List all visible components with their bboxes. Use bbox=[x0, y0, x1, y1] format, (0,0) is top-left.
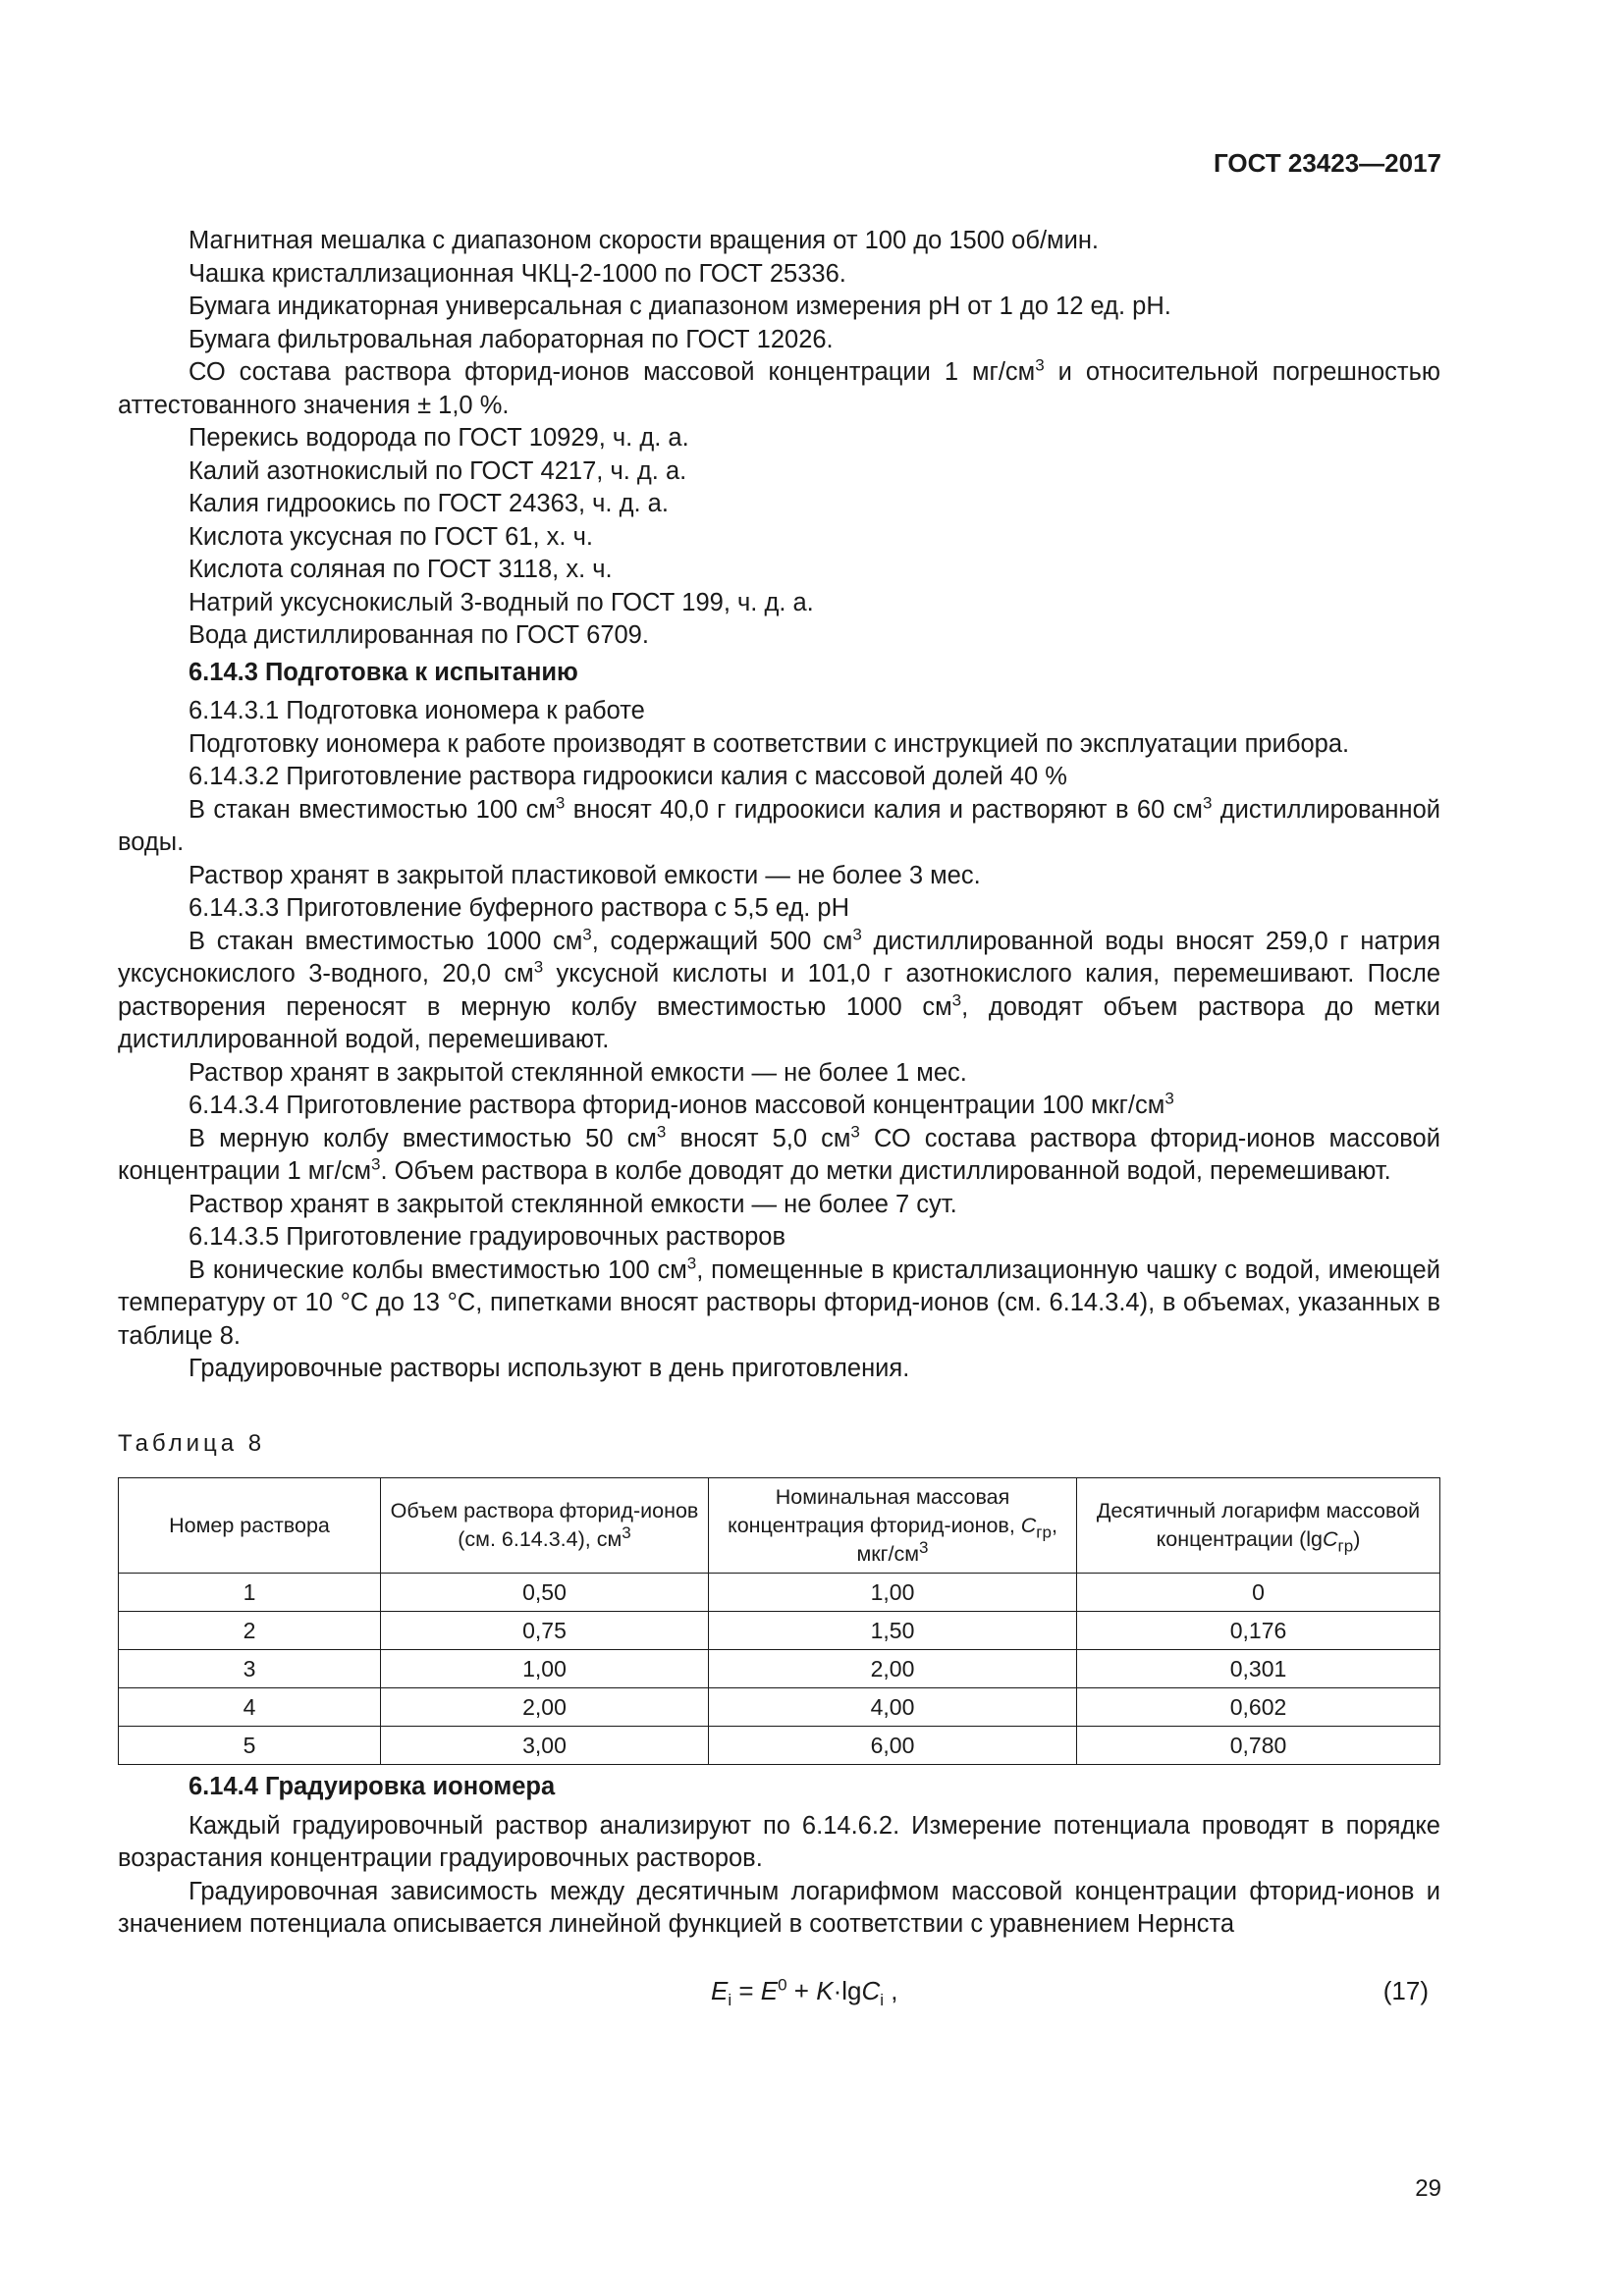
table-row bbox=[119, 1688, 1440, 1727]
page-number: 29 bbox=[1415, 2175, 1441, 2202]
table-cell: 0 bbox=[1077, 1574, 1440, 1612]
table-cell: 2,00 bbox=[709, 1650, 1077, 1688]
list-item: Кислота уксусная по ГОСТ 61, х. ч. bbox=[189, 522, 593, 551]
list-item: Бумага индикаторная универсальная с диапазоном измерения рН от 1 до 12 ед. рН. bbox=[189, 293, 1171, 320]
list-item: Перекись водорода по ГОСТ 10929, ч. д. а. bbox=[189, 424, 689, 452]
list-item: Чашка кристаллизационная ЧКЦ-2-1000 по ГОСТ 25336. bbox=[189, 259, 846, 288]
equation-expression: $E_i = E^0 + K\cdot\lg C_i$ , bbox=[711, 1974, 898, 2009]
table-cell: 4,00 bbox=[709, 1688, 1077, 1727]
document-body bbox=[118, 225, 1440, 2026]
table-cell: 0,176 bbox=[1077, 1612, 1440, 1650]
paragraph: Раствор хранят в закрытой стеклянной емкости — не более 7 сут. bbox=[189, 1190, 957, 1218]
list-item: Магнитная мешалка с диапазоном скорости вращения от 100 до 1500 об/мин. bbox=[189, 227, 1099, 254]
paragraph: Раствор хранят в закрытой пластиковой емкости — не более 3 мес. bbox=[189, 861, 981, 889]
table-cell: 1,00 bbox=[709, 1574, 1077, 1612]
table-cell: 0,602 bbox=[1077, 1688, 1440, 1727]
clause-6-14-3-5: 6.14.3.5 Приготовление градуировочных растворов bbox=[189, 1223, 786, 1251]
col-header-solution-number: Номер раствора bbox=[119, 1478, 381, 1574]
table-cell: 0,301 bbox=[1077, 1650, 1440, 1688]
paragraph: В стакан вместимостью 1000 $см^3$, содержащий 500 $см^3$ дистиллированной воды вносят 259,0 г натрия уксуснокислого 3-водного, 20,0 $см^3$ уксусной кислоты и 101,0 г азотнокислого калия, перемешивают. После растворения переносят в мерную колбу вместимостью 1000 $см^3$, доводят объем раствора до метки дистиллированной водой, перемешивают. bbox=[118, 925, 1441, 1053]
list-item-so: СО состава раствора фторид-ионов массовой концентрации 1 $мг/см^3$ и относительной погрешностью аттестованного значения ± 1,0 %. bbox=[118, 355, 1440, 419]
table-cell: 0,50 bbox=[381, 1574, 709, 1612]
paragraph: В мерную колбу вместимостью 50 $см^3$ вносят 5,0 $см^3$ СО состава раствора фторид-ионов массовой концентрации 1 $мг/см^3$. Объем раствора в колбе доводят до метки дистиллированной водой, перемешивают. bbox=[118, 1122, 1440, 1185]
table-cell: 0,75 bbox=[381, 1612, 709, 1650]
clause-6-14-3-4: 6.14.3.4 Приготовление раствора фторид-ионов массовой концентрации 100 мкг/$см^3$ bbox=[189, 1089, 1174, 1119]
table-cell: 2,00 bbox=[381, 1688, 709, 1727]
list-item: Кислота соляная по ГОСТ 3118, х. ч. bbox=[189, 556, 613, 583]
table-cell: 3,00 bbox=[381, 1727, 709, 1765]
section-heading-6-14-3: 6.14.3 Подготовка к испытанию bbox=[189, 658, 578, 686]
list-item: Бумага фильтровальная лабораторная по ГОСТ 12026. bbox=[189, 325, 834, 353]
table-cell: 0,780 bbox=[1077, 1727, 1440, 1765]
table-cell: 1,00 bbox=[381, 1650, 709, 1688]
paragraph: Градуировочная зависимость между десятичным логарифмом массовой концентрации фторид-ионов и значением потенциала описывается линейной функцией в соответствии с уравнением Нернста bbox=[118, 1877, 1440, 1938]
table-cell: 5 bbox=[119, 1727, 381, 1765]
table-row bbox=[119, 1612, 1440, 1650]
clause-6-14-3-2: 6.14.3.2 Приготовление раствора гидроокиси калия с массовой долей 40 % bbox=[189, 763, 1067, 790]
table-cell: 6,00 bbox=[709, 1727, 1077, 1765]
clause-6-14-3-3: 6.14.3.3 Приготовление буферного раствора с 5,5 ед. рН bbox=[189, 894, 849, 922]
table-cell: 1,50 bbox=[709, 1612, 1077, 1650]
table-header-row bbox=[119, 1478, 1440, 1574]
equation-17 bbox=[118, 1967, 1440, 2026]
table-cell: 2 bbox=[119, 1612, 381, 1650]
paragraph: Каждый градуировочный раствор анализируют по 6.14.6.2. Измерение потенциала проводят в порядке возрастания концентрации градуировочных растворов. bbox=[118, 1811, 1440, 1872]
equation-number: (17) bbox=[1382, 1975, 1429, 2005]
list-item: Калий азотнокислый по ГОСТ 4217, ч. д. а. bbox=[189, 456, 687, 485]
clause-6-14-3-1: 6.14.3.1 Подготовка иономера к работе bbox=[189, 697, 645, 724]
paragraph: Градуировочные растворы используют в день приготовления. bbox=[189, 1355, 910, 1382]
table-cell: 1 bbox=[119, 1574, 381, 1612]
table-cell: 4 bbox=[119, 1688, 381, 1727]
section-heading-6-14-4: 6.14.4 Градуировка иономера bbox=[189, 1773, 556, 1800]
col-header-log: Десятичный логарифм массовой концентрации (lgС$_{гр}$) bbox=[1077, 1478, 1440, 1574]
table-8 bbox=[118, 1477, 1440, 1765]
list-item: Натрий уксуснокислый 3-водный по ГОСТ 199, ч. д. а. bbox=[189, 588, 814, 616]
list-item: Вода дистиллированная по ГОСТ 6709. bbox=[189, 621, 649, 649]
paragraph: Раствор хранят в закрытой стеклянной емкости — не более 1 мес. bbox=[189, 1058, 967, 1087]
paragraph: В конические колбы вместимостью 100 $см^3$, помещенные в кристаллизационную чашку с водой, имеющей температуру от 10 °С до 13 °С, пипетками вносят растворы фторид-ионов (см. 6.14.3.4), в объемах, указанных в таблице 8. bbox=[118, 1254, 1440, 1350]
paragraph: Подготовку иономера к работе производят в соответствии с инструкцией по эксплуатации прибора. bbox=[189, 729, 1350, 758]
table-caption: Таблица 8 bbox=[118, 1429, 266, 1457]
table-row bbox=[119, 1727, 1440, 1765]
table-cell: 3 bbox=[119, 1650, 381, 1688]
col-header-concentration: Номинальная массовая концентрация фторид-ионов, $С_{гр}$, мкг/$см^3$ bbox=[709, 1478, 1077, 1574]
col-header-volume: Объем раствора фторид-ионов (см. 6.14.3.4), $см^3$ bbox=[381, 1478, 709, 1574]
table-row bbox=[119, 1574, 1440, 1612]
list-item: Калия гидроокись по ГОСТ 24363, ч. д. а. bbox=[189, 490, 669, 517]
table-row bbox=[119, 1650, 1440, 1688]
document-header: ГОСТ 23423—2017 bbox=[1214, 148, 1441, 178]
paragraph: В стакан вместимостью 100 $см^3$ вносят 40,0 г гидроокиси калия и растворяют в 60 $см^3$ дистиллированной воды. bbox=[118, 793, 1440, 856]
